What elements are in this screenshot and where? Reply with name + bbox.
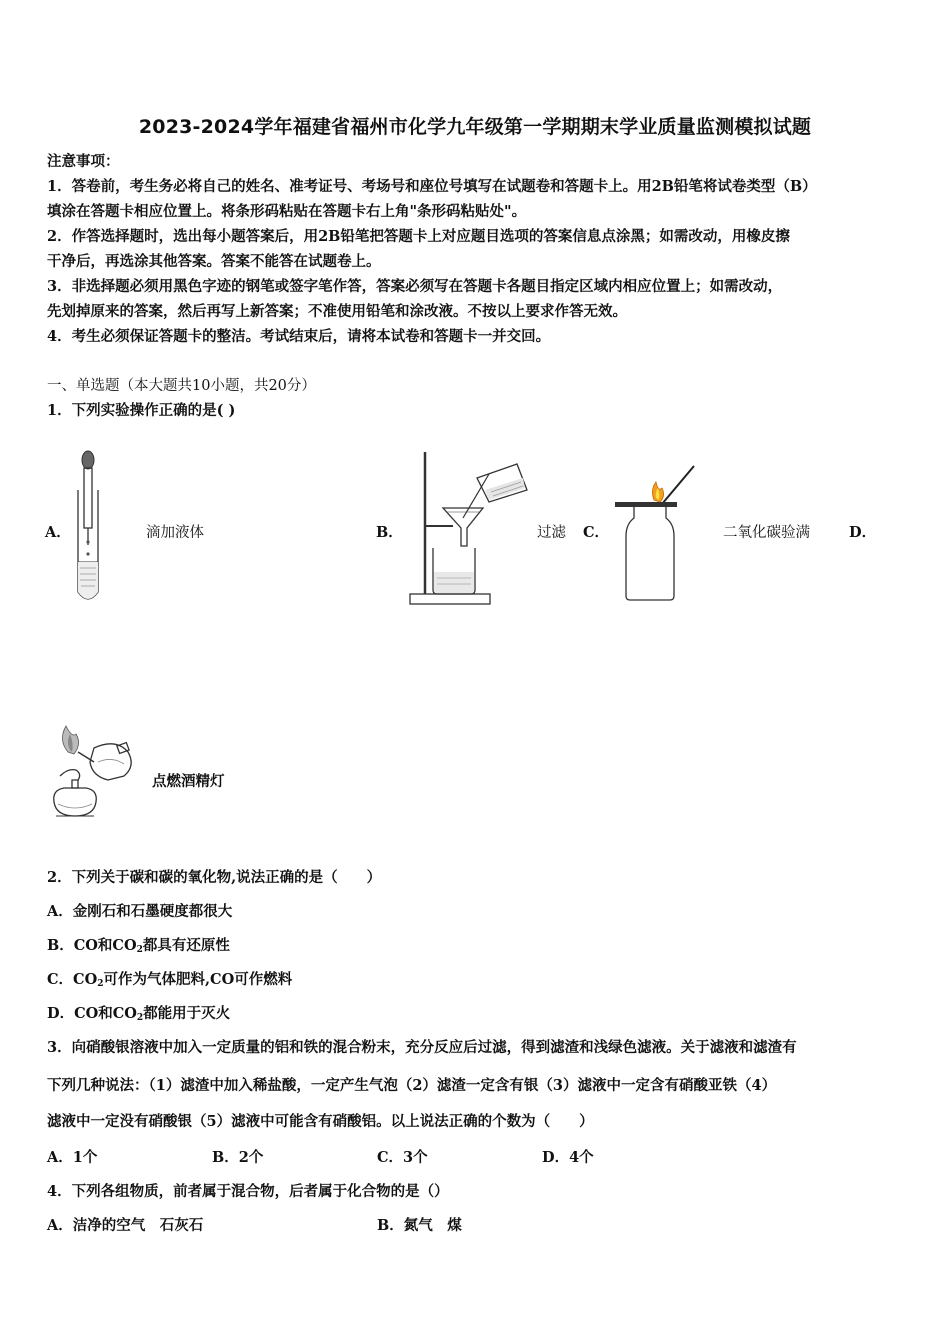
q3-option-a: A．1个 <box>47 1149 98 1166</box>
q3-stem-line-2: 下列几种说法：（1）滤渣中加入稀盐酸，一定产生气泡（2）滤渣一定含有银（3）滤液中一定含有硝酸亚铁（4） <box>47 1077 777 1094</box>
notes-line-4: 干净后，再选涂其他答案。答案不能答在试题卷上。 <box>47 253 381 270</box>
dropper-test-tube-figure <box>70 450 110 605</box>
notes-heading: 注意事项： <box>47 153 120 170</box>
q1-option-b-letter: B． <box>376 524 403 541</box>
q2-option-b: B．CO和$CO_2$都具有还原性 <box>47 937 230 955</box>
q1-option-a-text: 滴加液体 <box>146 525 204 541</box>
q1-option-d-text: 点燃酒精灯 <box>152 773 225 790</box>
q3-option-b: B．2个 <box>212 1149 264 1166</box>
alcohol-lamp-figure <box>48 722 143 827</box>
q2-stem: 2．下列关于碳和碳的氧化物,说法正确的是（ ） <box>47 869 382 886</box>
section-heading: 一、单选题（本大题共10小题，共20分） <box>47 378 316 394</box>
q3-option-c: C．3个 <box>377 1149 428 1166</box>
q2-option-a: A．金刚石和石墨硬度都很大 <box>47 903 233 920</box>
q1-option-a-letter: A． <box>45 524 71 541</box>
notes-line-1: 1．答卷前，考生务必将自己的姓名、准考证号、考场号和座位号填写在试题卷和答题卡上。用2B铅笔将试卷类型（B） <box>47 178 817 195</box>
q1-option-d-letter: D． <box>849 524 877 541</box>
q1-option-c-letter: C． <box>583 524 610 541</box>
q4-option-b: B．氮气 煤 <box>377 1217 462 1234</box>
q2-option-d: D．CO和$CO_2$都能用于灭火 <box>47 1005 231 1023</box>
notes-line-7: 4．考生必须保证答题卡的整洁。考试结束后，请将本试卷和答题卡一并交回。 <box>47 328 551 345</box>
notes-line-6: 先划掉原来的答案，然后再写上新答案；不准使用铅笔和涂改液。不按以上要求作答无效。 <box>47 303 627 320</box>
q1-option-b-text: 过滤 <box>537 525 566 541</box>
q3-stem-line-3: 滤液中一定没有硝酸银（5）滤液中可能含有硝酸铝。以上说法正确的个数为（ ） <box>47 1113 594 1130</box>
co2-test-figure <box>612 462 702 607</box>
q4-option-a: A．洁净的空气 石灰石 <box>47 1217 204 1234</box>
notes-line-3: 2．作答选择题时，选出每小题答案后，用2B铅笔把答题卡上对应题目选项的答案信息点涂黑；如需改动，用橡皮擦 <box>47 228 790 245</box>
q3-option-d: D．4个 <box>542 1149 594 1166</box>
q2-option-c: C．$CO_2$可作为气体肥料,CO可作燃料 <box>47 971 293 989</box>
page-title: 2023-2024学年福建省福州市化学九年级第一学期期末学业质量监测模拟试题 <box>138 116 812 138</box>
q1-stem: 1．下列实验操作正确的是( ) <box>47 402 236 419</box>
q1-option-c-text: 二氧化碳验满 <box>723 525 810 541</box>
q3-stem-line-1: 3．向硝酸银溶液中加入一定质量的铝和铁的混合粉末，充分反应后过滤，得到滤渣和浅绿色滤液。关于滤液和滤渣有 <box>47 1039 797 1056</box>
q4-stem: 4．下列各组物质，前者属于混合物，后者属于化合物的是（） <box>47 1183 449 1200</box>
notes-line-2: 填涂在答题卡相应位置上。将条形码粘贴在答题卡右上角"条形码粘贴处"。 <box>47 203 527 220</box>
notes-line-5: 3．非选择题必须用黑色字迹的钢笔或签字笔作答，答案必须写在答题卡各题目指定区域内相应位置上；如需改动， <box>47 278 783 295</box>
filtration-figure <box>405 448 530 608</box>
